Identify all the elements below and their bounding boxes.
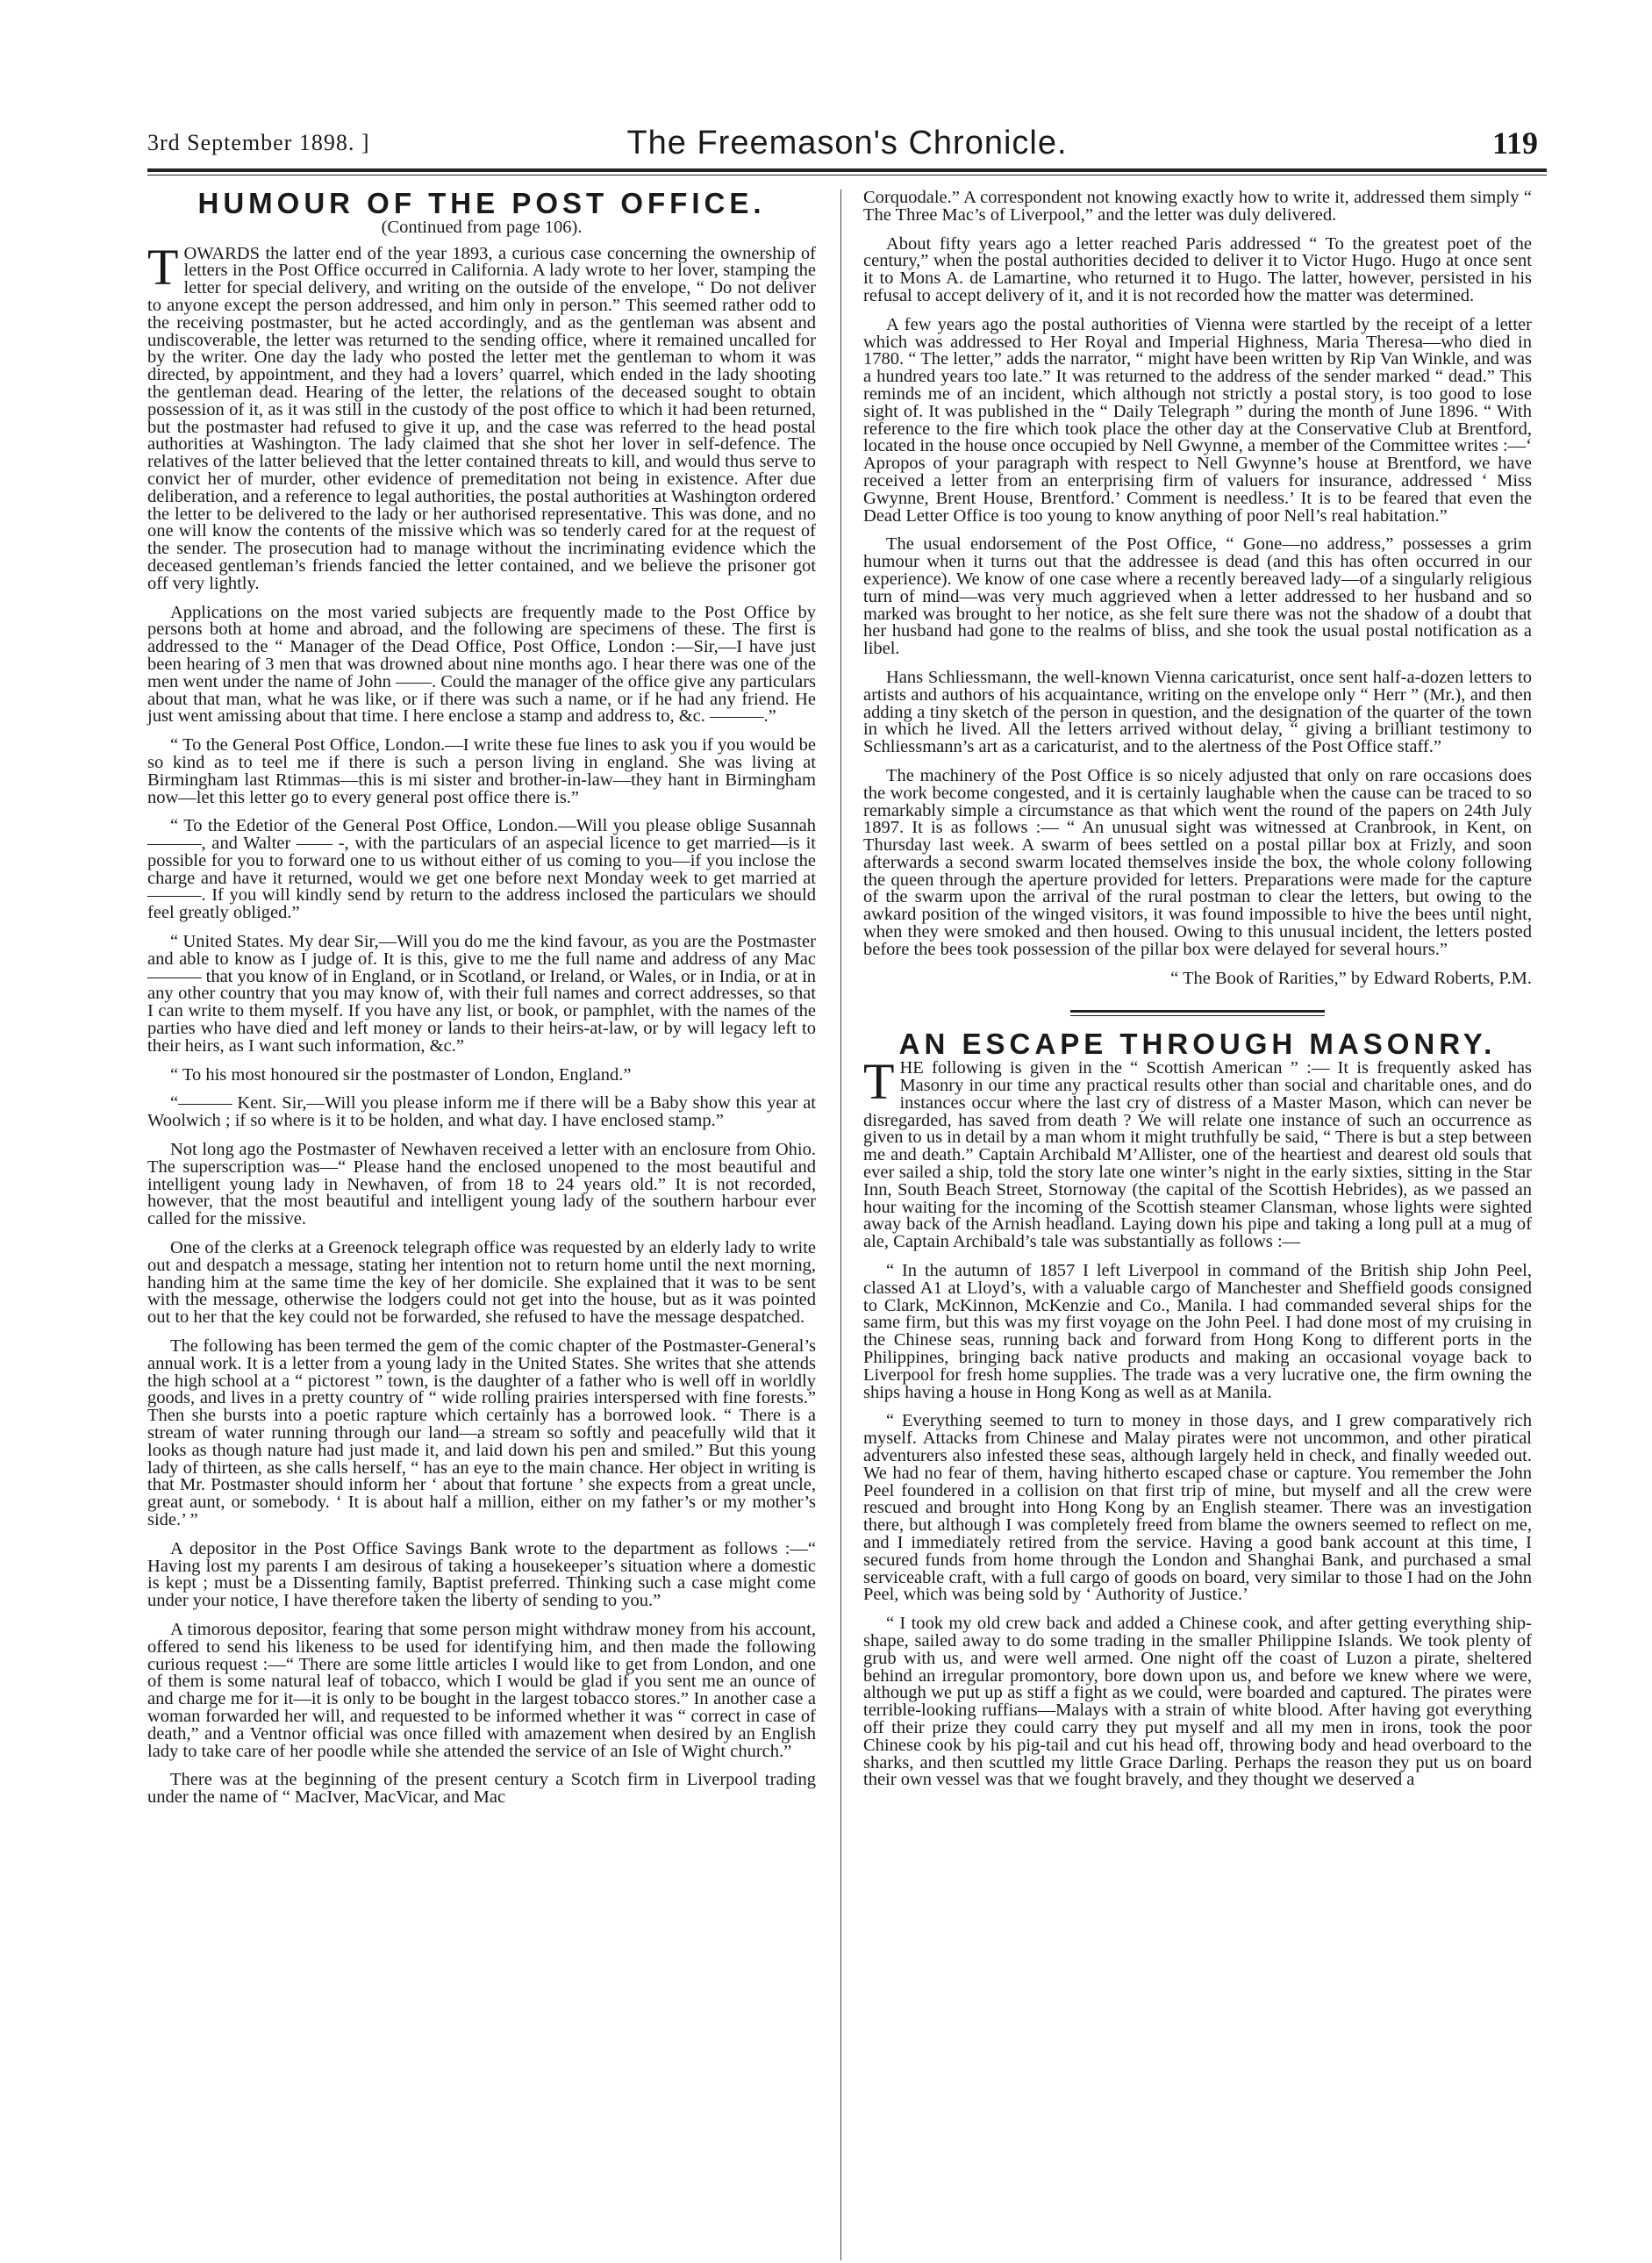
page-number: 119 [1491,125,1538,161]
article1-paragraph: About fifty years ago a letter reached Paris addressed “ To the greatest poet of the century,” when the postal authorities decided to deliver it to Victor Hugo. Hugo at once sent it to Mons A. de Lamartine, who returned it to Hugo. The latter, however, persisted in his refusal to accept delivery of it, and it is not recorded how the matter was determined. [863,233,1532,305]
article1-headline: HUMOUR OF THE POST OFFICE. [197,187,766,219]
article1-paragraph: “ To the Edetior of the General Post Office, London.—Will you please oblige Susannah ———, and Walter —— -, with the particulars of an aspecial licence to get married—is it possible for you to forward one to us without either of us coming to you—if you inclose the charge and have it returned, would we get one before next Monday week to get married at ———. If you will kindly send by return to the address inclosed the particulars we should feel greatly obliged.” [147,816,816,923]
article1-paragraph: “——— Kent. Sir,—Will you please inform me if there will be a Baby show this year at Woolwich ; if so where is it to be holden, and what day. I have enclosed stamp.” [147,1093,816,1131]
article2-headline: AN ESCAPE THROUGH MASONRY. [898,1028,1497,1061]
left-column [147,187,817,1818]
article1-paragraph: The usual endorsement of the Post Office, “ Gone—no address,” possesses a grim humour when it turns out that the addressee is dead (and this has often occurred in our experience). We know of one case where a recently bereaved lady—of a singularly religious turn of mind—was very much aggrieved when a letter addressed to her husband and so marked was brought to her notice, as she felt sure there was not the shadow of a doubt that her husband had gone to the realms of bliss, and she took the usual postal notification as a libel. [863,534,1532,659]
article1-paragraph: TOWARDS the latter end of the year 1893, a curious case concerning the ownership of letters in the Post Office occurred in California. A lady wrote to her lover, stamping the letter for special delivery, and writing on the outside of the envelope, “ Do not deliver to anyone except the person addressed, and him only in person.” This seemed rather odd to the receiving postmaster, but he acted accordingly, and as the gentleman was absent and undiscoverable, the letter was returned to the sending office, where it remained uncalled for by the writer. One day the lady who posted the letter met the gentleman to whom it was directed, by appointment, and they had a lovers’ quarrel, which ended in the lady shooting the gentleman dead. Hearing of the letter, the relations of the deceased sought to obtain possession of it, as it was still in the custody of the post office to which it had been returned, but the postmaster had refused to give it up, and the case was referred to the head postal authorities at Washington. The lady claimed that she shot her lover in self-defence. The relatives of the latter believed that the letter contained threats to kill, and would thus serve to convict her of murder, other evidence of premeditation not being in existence. After due deliberation, and a reference to legal authorities, the postal authorities at Washington ordered the letter to be delivered to the lady or her authorised representative. This was done, and no one will know the contents of the missive which was so tenderly cared for at the request of the sender. The prosecution had to manage without the incriminating evidence which the deceased gentleman’s friends fancied the letter contained, and we believe the prisoner got off very lightly. [147,238,816,593]
right-column [863,190,1532,1801]
section-rule [1070,1010,1325,1013]
article1-paragraph: The machinery of the Post Office is so nicely adjusted that only on rare occasions does the work become congested, and it is certainly laughable when the cause can be traced to so remarkably simple a circumstance as that which went the round of the papers on 24th July 1897. It is as follows :— “ An unusual sight was witnessed at Cranbrook, in Kent, on Thursday last week. A swarm of bees settled on a postal pillar box at Frizly, and soon afterwards a second swarm located themselves inside the box, the whole colony following the queen through the aperture provided for letters. Preparations were made for the capture of the swarm upon the arrival of the rural postman to clear the letters, but owing to the awkard position of the winged visitors, it was found impossible to hive the bees until night, when they were smoked and then housed. Owing to this unusual incident, the letters posted before the bees took possession of the pillar box were delayed for several hours.” [863,765,1532,959]
article2-paragraph: “ In the autumn of 1857 I left Liverpool in command of the British ship John Peel, classed A1 at Lloyd’s, with a valuable cargo of Manchester and Sheffield goods consigned to Clark, McKinnon, McKenzie and Co., Manila. I had commanded several ships for the same firm, but this was my first voyage on the John Peel. I had done most of my cruising in the Chinese seas, running back and forward from Hong Kong to different ports in the Philippines, bringing back native products and making an occasional voyage back to Liverpool for fresh home supplies. The trade was a very lucrative one, the firm owning the ships having a house in Hong Kong as well as at Manila. [863,1261,1532,1402]
article1-paragraph: A depositor in the Post Office Savings Bank wrote to the department as follows :—“ Having lost my parents I am desirous of taking a housekeeper’s situation where a domestic is kept ; must be a Dissenting family, Baptist preferred. Thinking such a case might come under your notice, I have therefore taken the liberty of sending to you.” [147,1538,816,1611]
column-divider [840,190,841,2260]
drop-cap: T [147,238,179,296]
issue-date: 3rd September 1898. ] [147,130,370,155]
article1-paragraph: One of the clerks at a Greenock telegraph office was requested by an elderly lady to write out and despatch a message, stating her intention not to return home until the next morning, handing him at the same time the key of her domicile. She explained that it was to be sent with the message, otherwise the lodgers could not get into the house, but as it was pointed out to her that the key could not be forwarded, she refused to have the message despatched. [147,1238,816,1328]
article1-paragraph: Applications on the most varied subjects are frequently made to the Post Office by persons both at home and abroad, and the following are specimens of these. The first is addressed to the “ Manager of the Dead Office, Post Office, London :—Sir,—I have just been hearing of 3 men that was drowned about nine months ago. I hear there was one of the men went under the name of John ——. Could the manager of the office give any particulars about that man, what he was like, or if there was such a name, or if he had any friend. He just went amissing about that time. I here enclose a stamp and address to, &c. ———.” [147,602,816,727]
article1-signature: “ The Book of Rarities,” by Edward Roberts, P.M. [1170,968,1532,988]
article2-paragraph: “ I took my old crew back and added a Chinese cook, and after getting everything ship-shape, sailed away to do some trading in the smaller Philippine Islands. We took plenty of grub with us, and were well armed. One night off the coast of Luzon a pirate, sheltered behind an irregular promontory, bore down upon us, and before we knew where we were, although we put up as stiff a fight as we could, were boarded and captured. The pirates were terrible-looking ruffians—Malays with a strain of white blood. After having got everything off their prize they could carry they put myself and all my men in irons, took the poor Chinese cook by his pig-tail and cut his head off, throwing body and head overboard to the sharks, and then scuttled my little Grace Darling. Perhaps the reason they put us on board their own vessel was that we fought bravely, and they thought we deserved a [863,1614,1532,1790]
article1-paragraph: Hans Schliessmann, the well-known Vienna caricaturist, once sent half-a-dozen letters to artists and authors of his acquaintance, writing on the envelope only “ Herr ” (Mr.), and then adding a tiny sketch of the person in question, and the designation of the quarter of the town in which he lived. All the letters arrived without delay, “ giving a brilliant testimony to Schliessmann’s art as a caricaturist, and to the alertness of the Post Office staff.” [863,667,1532,757]
article1-paragraph: There was at the beginning of the present century a Scotch firm in Liverpool trading under the name of “ MacIver, MacVicar, and Mac [147,1770,816,1808]
article2-paragraph: “ Everything seemed to turn to money in those days, and I grew comparatively rich myself. Attacks from Chinese and Malay pirates were not uncommon, and other piratical adventurers also infested these seas, although largely held in check, and finally weeded out. We had no fear of them, having hitherto escaped chase or capture. You remember the John Peel foundered in a collision on that first trip of mine, but myself and all the crew were rescued and brought into Hong Kong by an English steamer. There was an investigation there, but although I was completely freed from blame the owners seemed to reflect on me, and I immediately retired from the service. Having a good bank account at this time, I secured funds from home through the London and Shanghai Bank, and purchased a smal serviceable craft, with a full cargo of goods on board, very similar to those I had on the John Peel, which was being sold by ‘ Authority of Justice.’ [863,1411,1532,1605]
drop-cap: T [863,1053,895,1111]
article2-paragraph: THE following is given in the “ Scottish American ” :— It is frequently asked has Masonry in our time any practical results other than social and charitable ones, and do instances occur where the last cry of distress of a Master Mason, which can never be disregarded, has saved from death ? We will relate one instance of such an occurrence as given to us in detail by a man whom it might truthfully be said, “ There is but a step between me and death.” Captain Archibald M’Allister, one of the heartiest and dearest old souls that ever sailed a ship, told the story late one winter’s night in the early sixties, sitting in the Star Inn, South Beach Street, Stornoway (the capital of the Scottish Hebrides), as we passed an hour waiting for the incoming of the Scottish steamer Clansman, whose lights were sighted away back of the Arnish headland. Laying down his pipe and taking a long pull at a mug of ale, Captain Archibald’s tale was substantially as follows :— [863,1053,1532,1252]
article1-paragraph: “ To his most honoured sir the postmaster of London, England.” [170,1064,632,1085]
article1-subline: (Continued from page 106). [381,217,583,237]
article1-paragraph: “ To the General Post Office, London.—I write these fue lines to ask you if you would be so kind as to teel me if there is such a person living in england. She was living at Birmingham last Rtimmas—this is mi sister and brother-in-law—they hant in Birmingham now—let this letter go to every general post office there is.” [147,735,816,807]
publication-title: The Freemason's Chronicle. [626,125,1068,161]
article1-paragraph: The following has been termed the gem of the comic chapter of the Postmaster-General’s annual work. It is a letter from a young lady in the United States. She writes that she attends the high school at a “ pictorest ” town, is the daughter of a father who is well off in worldly goods, and lives in a pretty country of “ wide rolling prairies interspersed with fine forests.” Then she bursts into a poetic rapture which certainly has a borrowed look. “ There is a stream of water running through our land—a stream so softly and peacefully wild that it looks as though nature had just made it, and laid down his pen and smiled.” But this young lady of thirteen, as she calls herself, “ has an eye to the main chance. Her object in writing is that Mr. Postmaster should inform her ‘ about that fortune ’ she expects from a great uncle, great aunt, or somebody. ‘ It is about half a million, either on my father’s or my mother’s side.’ ” [147,1336,816,1529]
masthead [147,125,1547,167]
article1-paragraph: A timorous depositor, fearing that some person might withdraw money from his account, offered to send his likeness to be used for identifying him, and then made the following curious request :—“ There are some little articles I would like to get from London, and one of them is some natural leaf of tobacco, which I would be glad if you sent me an ounce of and charge me for it—it is only to be bought in the largest tobacco stores.” In another case a woman forwarded her will, and requested to be informed whether it was “ correct in case of death,” and a Ventnor official was once filled with amazement when desired by an English lady to take care of her poodle while she attended the service of an Isle of Wight church.” [147,1619,816,1761]
article1-paragraph: Not long ago the Postmaster of Newhaven received a letter with an enclosure from Ohio. The superscription was—“ Please hand the enclosed unopened to the most beautiful and intelligent young lady in Newhaven, of from 18 to 24 years old.” It is not recorded, however, that the most beautiful and intelligent young lady of the southern harbour ever called for the missive. [147,1140,816,1229]
article1-paragraph: A few years ago the postal authorities of Vienna were startled by the receipt of a letter which was addressed to Her Royal and Imperial Highness, Maria Theresa—who died in 1780. “ The letter,” adds the narrator, “ might have been written by Rip Van Winkle, and was a hundred years too late.” It was returned to the address of the sender marked “ dead.” This reminds me of an incident, which although not strictly a postal story, is too good to lose sight of. It was published in the “ Daily Telegraph ” during the month of June 1896. “ With reference to the fire which took place the other day at the Conservative Club at Brentford, located in the house once occupied by Nell Gwynne, a member of the Committee writes :—‘ Apropos of your paragraph with respect to Nell Gwynne’s house at Brentford, we have received a letter from an enterprising firm of valuers for insurance, addressed ‘ Miss Gwynne, Brent House, Brentford.’ Comment is needless.’ It is to be feared that even the Dead Letter Office is too young to know anything of poor Nell’s real habitation.” [863,314,1532,526]
masthead-rule [147,168,1547,172]
section-rule-thin [1070,1015,1325,1016]
article1-paragraph: Corquodale.” A correspondent not knowing exactly how to write it, addressed them simply “ The Three Mac’s of Liverpool,” and the letter was duly delivered. [863,188,1532,225]
article1-paragraph: “ United States. My dear Sir,—Will you do me the kind favour, as you are the Postmaster and able to know as I judge of. It is this, give to me the full name and address of any Mac——— that you know of in England, or in Scotland, or Ireland, or Wales, or in India, or at in any other country that you may know of, with their full names and correct addresses, so that I can write to them myself. If you have any list, or book, or pamphlet, with the names of the parties who have died and left money or lands to their heirs-at-law, or by will legacy left to their heirs, as I want such information, &c.” [147,932,817,1056]
